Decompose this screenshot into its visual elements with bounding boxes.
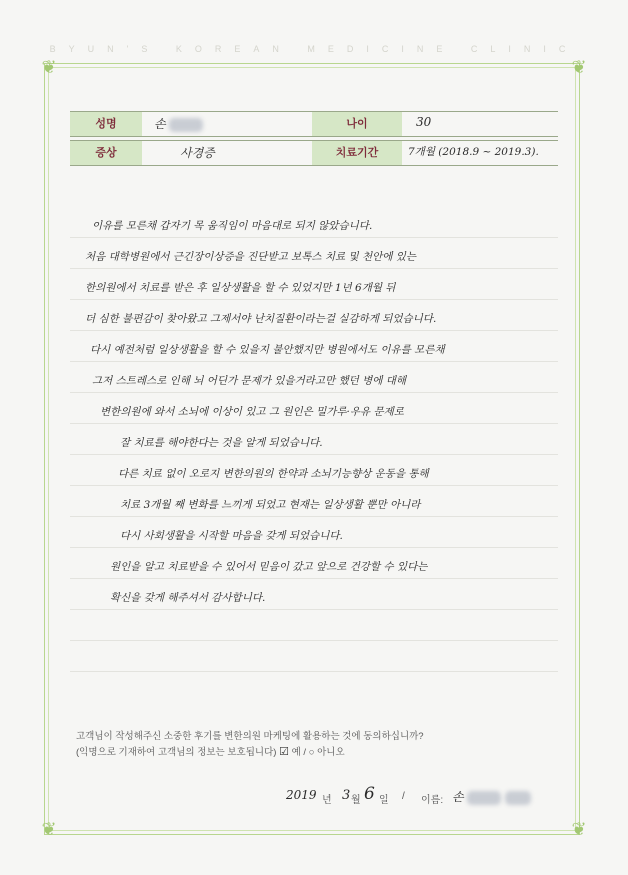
header-row-name bbox=[70, 111, 558, 137]
period-label: 치료기간 bbox=[312, 141, 402, 165]
testimonial-line: 치료 3개월 째 변화를 느끼게 되었고 현재는 일상생활 뿐만 아니라 bbox=[120, 499, 421, 511]
consent-yes-checkbox[interactable]: ☑ bbox=[279, 746, 289, 758]
footer-year-unit: 년 bbox=[322, 795, 332, 806]
consent-separator: / bbox=[303, 747, 307, 758]
testimonial-line: 잘 치료를 해야한다는 것을 알게 되었습니다. bbox=[120, 437, 323, 449]
consent-no-radio[interactable]: ○ bbox=[308, 747, 315, 758]
age-label: 나이 bbox=[312, 112, 402, 136]
ruled-line bbox=[70, 330, 558, 331]
consent-options bbox=[76, 744, 345, 758]
testimonial-line: 다시 사회생활을 시작할 마음을 갖게 되었습니다. bbox=[120, 530, 343, 542]
footer-separator: / bbox=[402, 791, 405, 802]
testimonial-line: 처음 대학병원에서 근긴장이상증을 진단받고 보톡스 치료 및 천안에 있는 bbox=[85, 251, 416, 263]
ruled-line bbox=[70, 423, 558, 424]
ruled-line bbox=[70, 547, 558, 548]
ruled-line bbox=[70, 268, 558, 269]
ruled-line bbox=[70, 485, 558, 486]
ruled-line bbox=[70, 671, 558, 672]
footer-year: 2019 bbox=[286, 788, 317, 802]
symptom-value: 사경증 bbox=[180, 146, 215, 160]
name-value: 손 bbox=[154, 115, 203, 132]
consent-note: (익명으로 기재하여 고객님의 정보는 보호됩니다) bbox=[76, 747, 277, 758]
footer-day: 6 bbox=[364, 784, 375, 804]
consent-yes-label: 예 bbox=[291, 747, 301, 758]
footer-signature-redaction bbox=[505, 791, 531, 805]
ruled-line bbox=[70, 361, 558, 362]
corner-ornament-icon: ❦ bbox=[41, 57, 57, 78]
period-value: 7개월 (2018.9 ~ 2019.3). bbox=[408, 146, 539, 158]
symptom-label: 증상 bbox=[70, 141, 142, 165]
testimonial-line: 더 심한 불편감이 찾아왔고 그제서야 난치질환이라는걸 실감하게 되었습니다. bbox=[85, 313, 437, 325]
ruled-line bbox=[70, 392, 558, 393]
footer-month: 3 bbox=[342, 788, 351, 803]
testimonial-line: 그저 스트레스로 인해 뇌 어딘가 문제가 있을거라고만 했던 병에 대해 bbox=[92, 375, 407, 387]
name-redaction bbox=[169, 118, 203, 132]
corner-ornament-icon: ❦ bbox=[571, 57, 587, 78]
testimonial-line: 이유를 모른채 갑자기 목 움직임이 마음대로 되지 않았습니다. bbox=[92, 220, 373, 232]
age-value: 30 bbox=[416, 115, 432, 129]
footer-month-unit: 월 bbox=[351, 795, 361, 806]
footer-name-redaction bbox=[467, 791, 501, 805]
testimonial-line: 한의원에서 치료를 받은 후 일상생활을 할 수 있었지만 1년 6개월 뒤 bbox=[85, 282, 396, 294]
footer-name-value: 손 bbox=[452, 788, 531, 805]
header-row-symptom bbox=[70, 140, 558, 166]
testimonial-line: 다른 치료 없이 오로지 변한의원의 한약과 소뇌기능향상 운동을 통해 bbox=[118, 468, 429, 480]
consent-question: 고객님이 작성해주신 소중한 후기를 변한의원 마케팅에 활용하는 것에 동의하십니까? bbox=[76, 731, 424, 742]
consent-no-label: 아니오 bbox=[317, 747, 345, 758]
testimonial-line: 확신을 갖게 해주셔서 감사합니다. bbox=[110, 592, 266, 604]
name-label: 성명 bbox=[70, 112, 142, 136]
ruled-line bbox=[70, 578, 558, 579]
clinic-watermark: BYUN'S KOREAN MEDICINE CLINIC bbox=[49, 44, 579, 54]
testimonial-line: 다시 예전처럼 일상생활을 할 수 있을지 불안했지만 병원에서도 이유를 모른채 bbox=[90, 344, 445, 356]
testimonial-line: 원인을 알고 치료받을 수 있어서 믿음이 갔고 앞으로 건강할 수 있다는 bbox=[110, 561, 428, 573]
ruled-line bbox=[70, 516, 558, 517]
ruled-line bbox=[70, 640, 558, 641]
ruled-line bbox=[70, 237, 558, 238]
testimonial-line: 변한의원에 와서 소뇌에 이상이 있고 그 원인은 밀가루·우유 문제로 bbox=[100, 406, 404, 418]
ruled-line bbox=[70, 609, 558, 610]
footer-day-unit: 일 bbox=[379, 795, 389, 806]
ruled-line bbox=[70, 454, 558, 455]
ruled-line bbox=[70, 299, 558, 300]
corner-ornament-icon: ❦ bbox=[571, 819, 587, 840]
footer-name-label: 이름: bbox=[421, 795, 444, 806]
corner-ornament-icon: ❦ bbox=[41, 819, 57, 840]
